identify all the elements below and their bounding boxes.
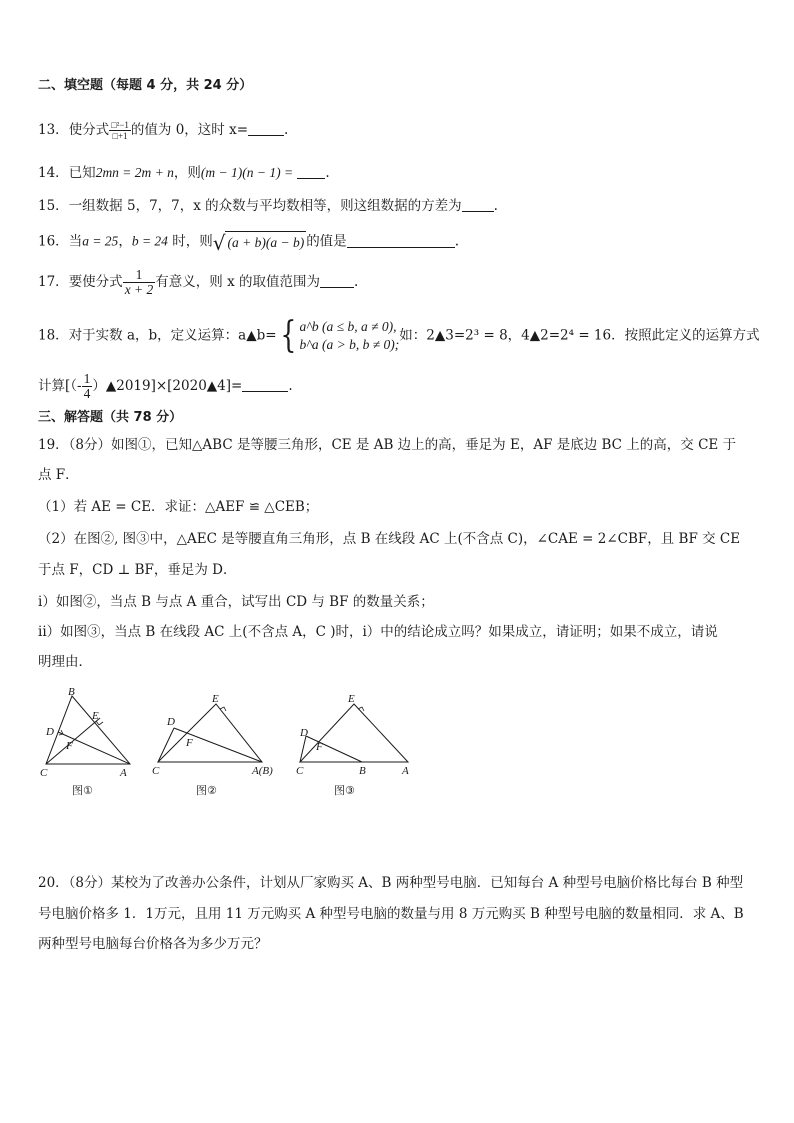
question-19-subpart-ii-cont: 明理由． — [38, 654, 92, 670]
point-label: D — [300, 727, 308, 739]
question-17 — [38, 268, 358, 297]
point-label: A — [120, 767, 127, 779]
question-15 — [38, 196, 498, 216]
point-label: B — [359, 765, 366, 777]
question-text: 的值是 — [306, 233, 347, 250]
question-text: 的值为 0，这时 x= — [130, 122, 249, 138]
figure-3-drawing — [292, 690, 422, 782]
question-19-subpart-i: i）如图②，当点 B 与点 A 重合，试写出 CD 与 BF 的数量关系； — [38, 594, 434, 610]
point-label: A(B) — [252, 765, 273, 777]
answer-blank[interactable] — [297, 164, 325, 179]
radicand: (a + b)(a − b) — [225, 231, 306, 253]
question-19-part1: （1）若 AE = CE．求证：△AEF ≌ △CEB； — [38, 499, 319, 515]
section-title-solutions: 三、解答题（共 78 分） — [38, 410, 183, 425]
punctuation: ， — [118, 233, 132, 250]
answer-blank[interactable] — [320, 273, 354, 288]
question-text: 如：2▲3=2³ = 8，4▲2=2⁴ = 16．按照此定义的运算方式 — [399, 327, 760, 344]
fraction-denominator: x + 2 — [124, 282, 154, 297]
point-label: A — [402, 765, 409, 777]
question-text: 要使分式 — [68, 274, 123, 290]
question-text: 对于实数 a，b，定义运算：a▲b= — [68, 327, 277, 344]
figure-1-drawing — [36, 686, 146, 782]
question-text: 计算[（- — [38, 378, 82, 394]
question-text: ）▲2019]×[2020▲4]= — [92, 378, 243, 394]
fraction-denominator: □+1 — [112, 131, 128, 141]
answer-blank[interactable] — [242, 377, 288, 392]
punctuation: . — [284, 122, 289, 138]
question-text: 有意义，则 x 的取值范围为 — [155, 274, 320, 290]
question-text: ，则 — [173, 165, 201, 181]
point-label: C — [152, 765, 160, 777]
question-19-part2-cont: 于点 F，CD ⊥ BF，垂足为 D． — [38, 562, 237, 578]
answer-blank[interactable] — [462, 197, 494, 212]
punctuation: . — [288, 378, 293, 394]
figure-3-caption: 图③ — [334, 784, 355, 797]
punctuation: . — [325, 165, 330, 181]
point-label: E — [212, 693, 219, 705]
square-root — [213, 231, 306, 253]
fraction-numerator: 1 — [123, 268, 156, 283]
question-13 — [38, 120, 288, 141]
figure-2 — [148, 690, 278, 782]
case-line: a^b (a ≤ b, a ≠ 0), — [299, 319, 397, 334]
figure-2-drawing — [148, 690, 278, 782]
fraction — [109, 120, 131, 141]
equation: b = 24 — [131, 233, 168, 249]
equation: 2mn = 2m + n — [95, 165, 174, 180]
question-20-line3: 两种型号电脑每台价格各为多少万元？ — [38, 936, 268, 952]
point-label: D — [167, 716, 175, 728]
question-number: 17． — [38, 274, 69, 290]
question-text: 一组数据 5，7，7，x 的众数与平均数相等，则这组数据的方差为 — [68, 198, 462, 214]
question-20-line2: 号电脑价格多 1．1万元，且用 11 万元购买 A 种型号电脑的数量与用 8 万元购买 B 种型号电脑的数量相同．求 A、B — [38, 906, 744, 922]
question-19-line2: 点 F． — [38, 467, 79, 483]
question-number: 15． — [38, 198, 69, 214]
point-label: C — [40, 767, 48, 779]
equation: a = 25 — [82, 233, 119, 249]
question-text: 时，则 — [167, 233, 213, 250]
question-14 — [38, 163, 330, 183]
case-line: b^a (a > b, b ≠ 0); — [299, 337, 400, 352]
punctuation: . — [454, 233, 459, 250]
section-title-fill-in: 二、填空题（每题 4 分，共 24 分） — [38, 78, 253, 93]
answer-blank[interactable] — [347, 233, 455, 248]
question-20-line1: 20．（8分）某校为了改善办公条件，计划从厂家购买 A、B 两种型号电脑．已知每台 A 种型号电脑价格比每台 B 种型 — [38, 875, 744, 891]
figure-1-caption: 图① — [72, 784, 93, 797]
point-label: E — [92, 710, 99, 722]
question-19-line1: 19．（8分）如图①，已知△ABC 是等腰三角形，CE 是 AB 边上的高，垂足为 E，AF 是底边 BC 上的高，交 CE 于 — [38, 437, 737, 453]
radical-sign: √ — [212, 231, 226, 255]
question-18-line2 — [38, 372, 293, 401]
question-text: 已知 — [68, 165, 96, 181]
punctuation: . — [354, 274, 359, 290]
point-label: B — [68, 686, 75, 698]
question-number: 14． — [38, 165, 69, 181]
fraction-numerator: 1 — [83, 371, 91, 386]
question-19-subpart-ii: ii）如图③，当点 B 在线段 AC 上(不含点 A，C )时，i）中的结论成立吗？如果成立，请证明；如果不成立，请说 — [38, 624, 718, 640]
left-brace: { — [279, 315, 297, 356]
fraction — [123, 268, 156, 297]
point-label: E — [348, 693, 355, 705]
figure-2-caption: 图② — [196, 784, 217, 797]
question-number: 16． — [38, 233, 69, 250]
question-number: 18． — [38, 327, 69, 344]
point-label: C — [296, 765, 304, 777]
figure-3 — [292, 690, 422, 782]
piecewise-cases — [299, 318, 399, 354]
fraction-numerator: □²−1 — [111, 120, 129, 130]
punctuation: . — [493, 198, 498, 214]
question-16 — [38, 231, 459, 253]
point-label: D — [46, 726, 54, 738]
fraction — [82, 372, 93, 401]
question-number: 13． — [38, 122, 69, 138]
figure-1 — [36, 686, 146, 782]
fraction-denominator: 4 — [83, 386, 91, 401]
answer-blank[interactable] — [248, 121, 284, 136]
question-19-part2: （2）在图②, 图③中，△AEC 是等腰直角三角形，点 B 在线段 AC 上(不含点 C)，∠CAE = 2∠CBF，且 BF 交 CE — [38, 531, 741, 547]
question-text: 当 — [68, 233, 83, 250]
equation: (m − 1)(n − 1) = — [200, 165, 294, 180]
question-18 — [38, 315, 760, 356]
point-label: F — [186, 737, 193, 749]
point-label: F — [316, 741, 323, 753]
question-text: 使分式 — [68, 122, 110, 138]
point-label: F — [66, 740, 73, 752]
